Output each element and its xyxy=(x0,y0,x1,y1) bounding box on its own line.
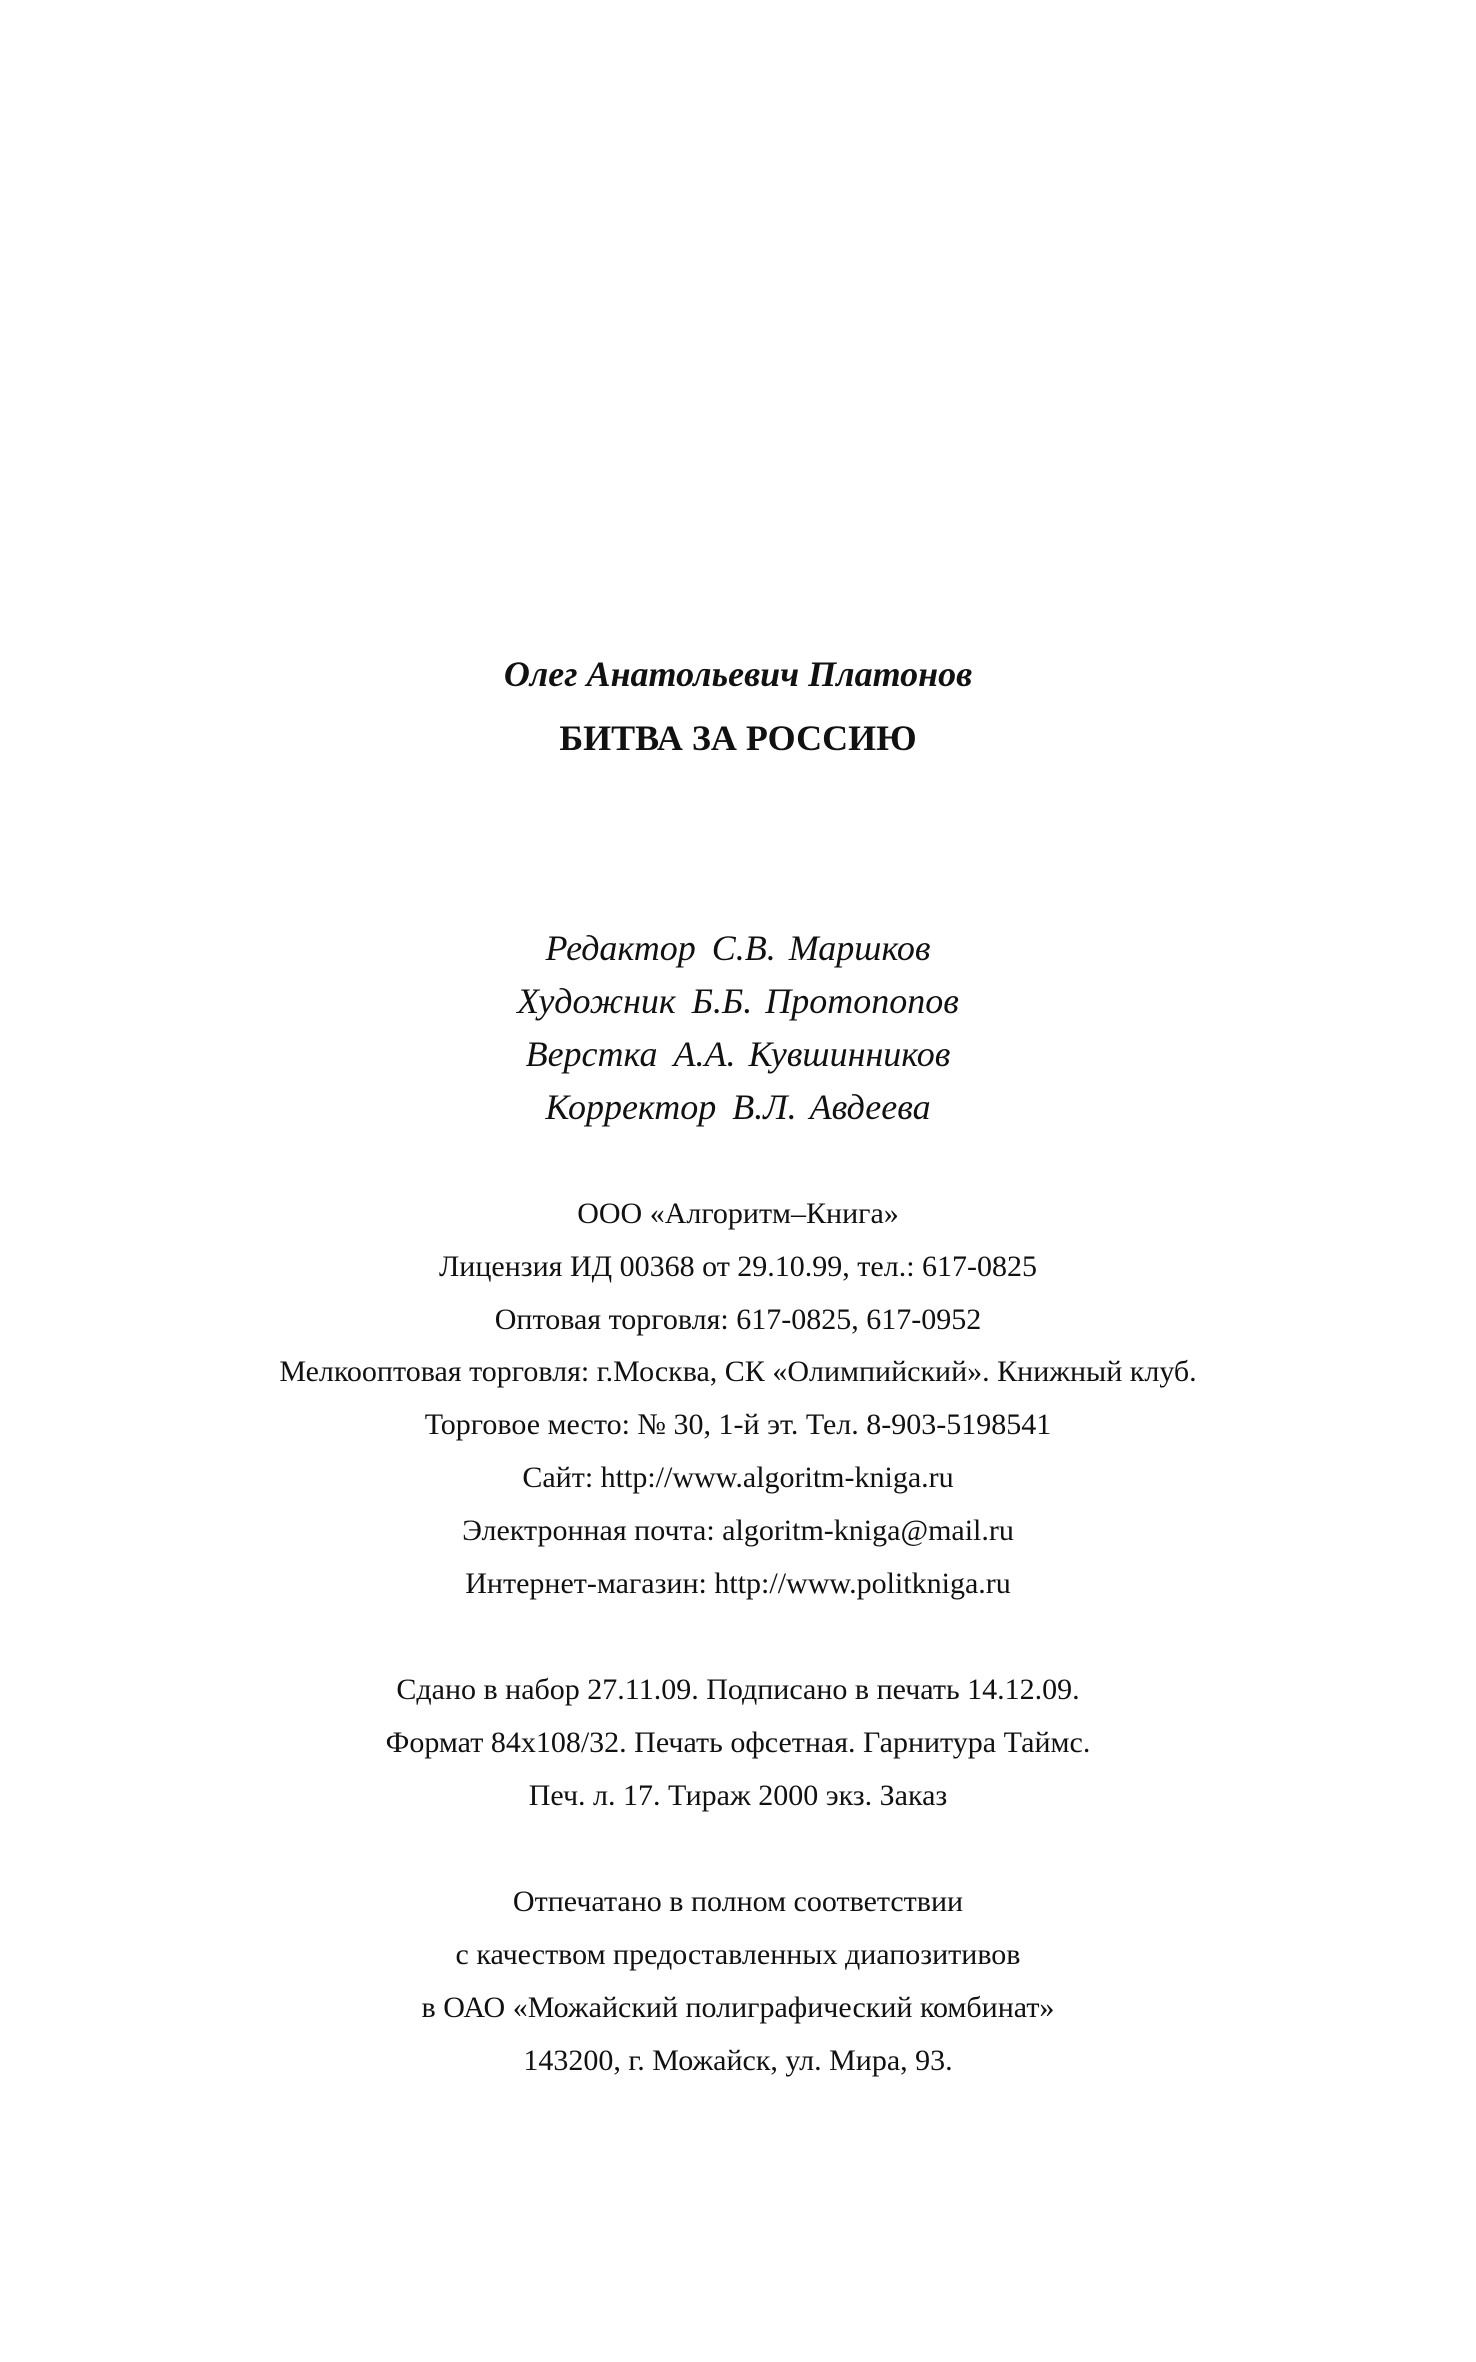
credit-person: Б.Б. Протопопов xyxy=(691,981,959,1021)
credit-role: Верстка xyxy=(525,1034,658,1074)
credit-role: Корректор xyxy=(545,1087,717,1127)
credit-proofreader xyxy=(0,1089,1476,1125)
printer-line: в ОАО «Можайский полиграфический комбинат» xyxy=(421,1991,1055,2024)
credit-person: С.В. Маршков xyxy=(711,928,931,968)
publisher-site: Сайт: http://www.algoritm-kniga.ru xyxy=(522,1461,954,1494)
publisher-wholesale: Оптовая торговля: 617-0825, 617-0952 xyxy=(494,1303,982,1336)
print-info-line: Печ. л. 17. Тираж 2000 экз. Заказ xyxy=(528,1779,948,1812)
credit-role: Художник xyxy=(517,981,676,1021)
printer-line: 143200, г. Можайск, ул. Мира, 93. xyxy=(523,2044,953,2077)
publisher-shop: Интернет-магазин: http://www.politkniga.ru xyxy=(465,1567,1011,1600)
credit-layout xyxy=(0,1036,1476,1072)
publisher-trade-place: Торговое место: № 30, 1-й эт. Тел. 8-903-5198541 xyxy=(424,1408,1052,1441)
credit-role: Редактор xyxy=(545,928,696,968)
credit-person: В.Л. Авдеева xyxy=(732,1087,931,1127)
publisher-name: ООО «Алгоритм–Книга» xyxy=(577,1197,899,1230)
publisher-email: Электронная почта: algoritm-kniga@mail.ru xyxy=(462,1514,1014,1547)
credit-artist xyxy=(0,983,1476,1019)
book-title: БИТВА ЗА РОССИЮ xyxy=(559,718,917,758)
author-name: Олег Анатольевич Платонов xyxy=(503,654,973,694)
publisher-small-wholesale: Мелкооптовая торговля: г.Москва, СК «Олимпийский». Книжный клуб. xyxy=(279,1355,1197,1388)
credit-person: А.А. Кувшинников xyxy=(673,1034,951,1074)
print-info-line: Формат 84х108/32. Печать офсетная. Гарнитура Таймс. xyxy=(385,1726,1091,1759)
printer-line: с качеством предоставленных диапозитивов xyxy=(455,1938,1021,1971)
publisher-license: Лицензия ИД 00368 от 29.10.99, тел.: 617-0825 xyxy=(438,1250,1038,1283)
credit-editor xyxy=(0,930,1476,966)
printer-line: Отпечатано в полном соответствии xyxy=(512,1885,964,1918)
print-info-line: Сдано в набор 27.11.09. Подписано в печать 14.12.09. xyxy=(396,1673,1080,1706)
